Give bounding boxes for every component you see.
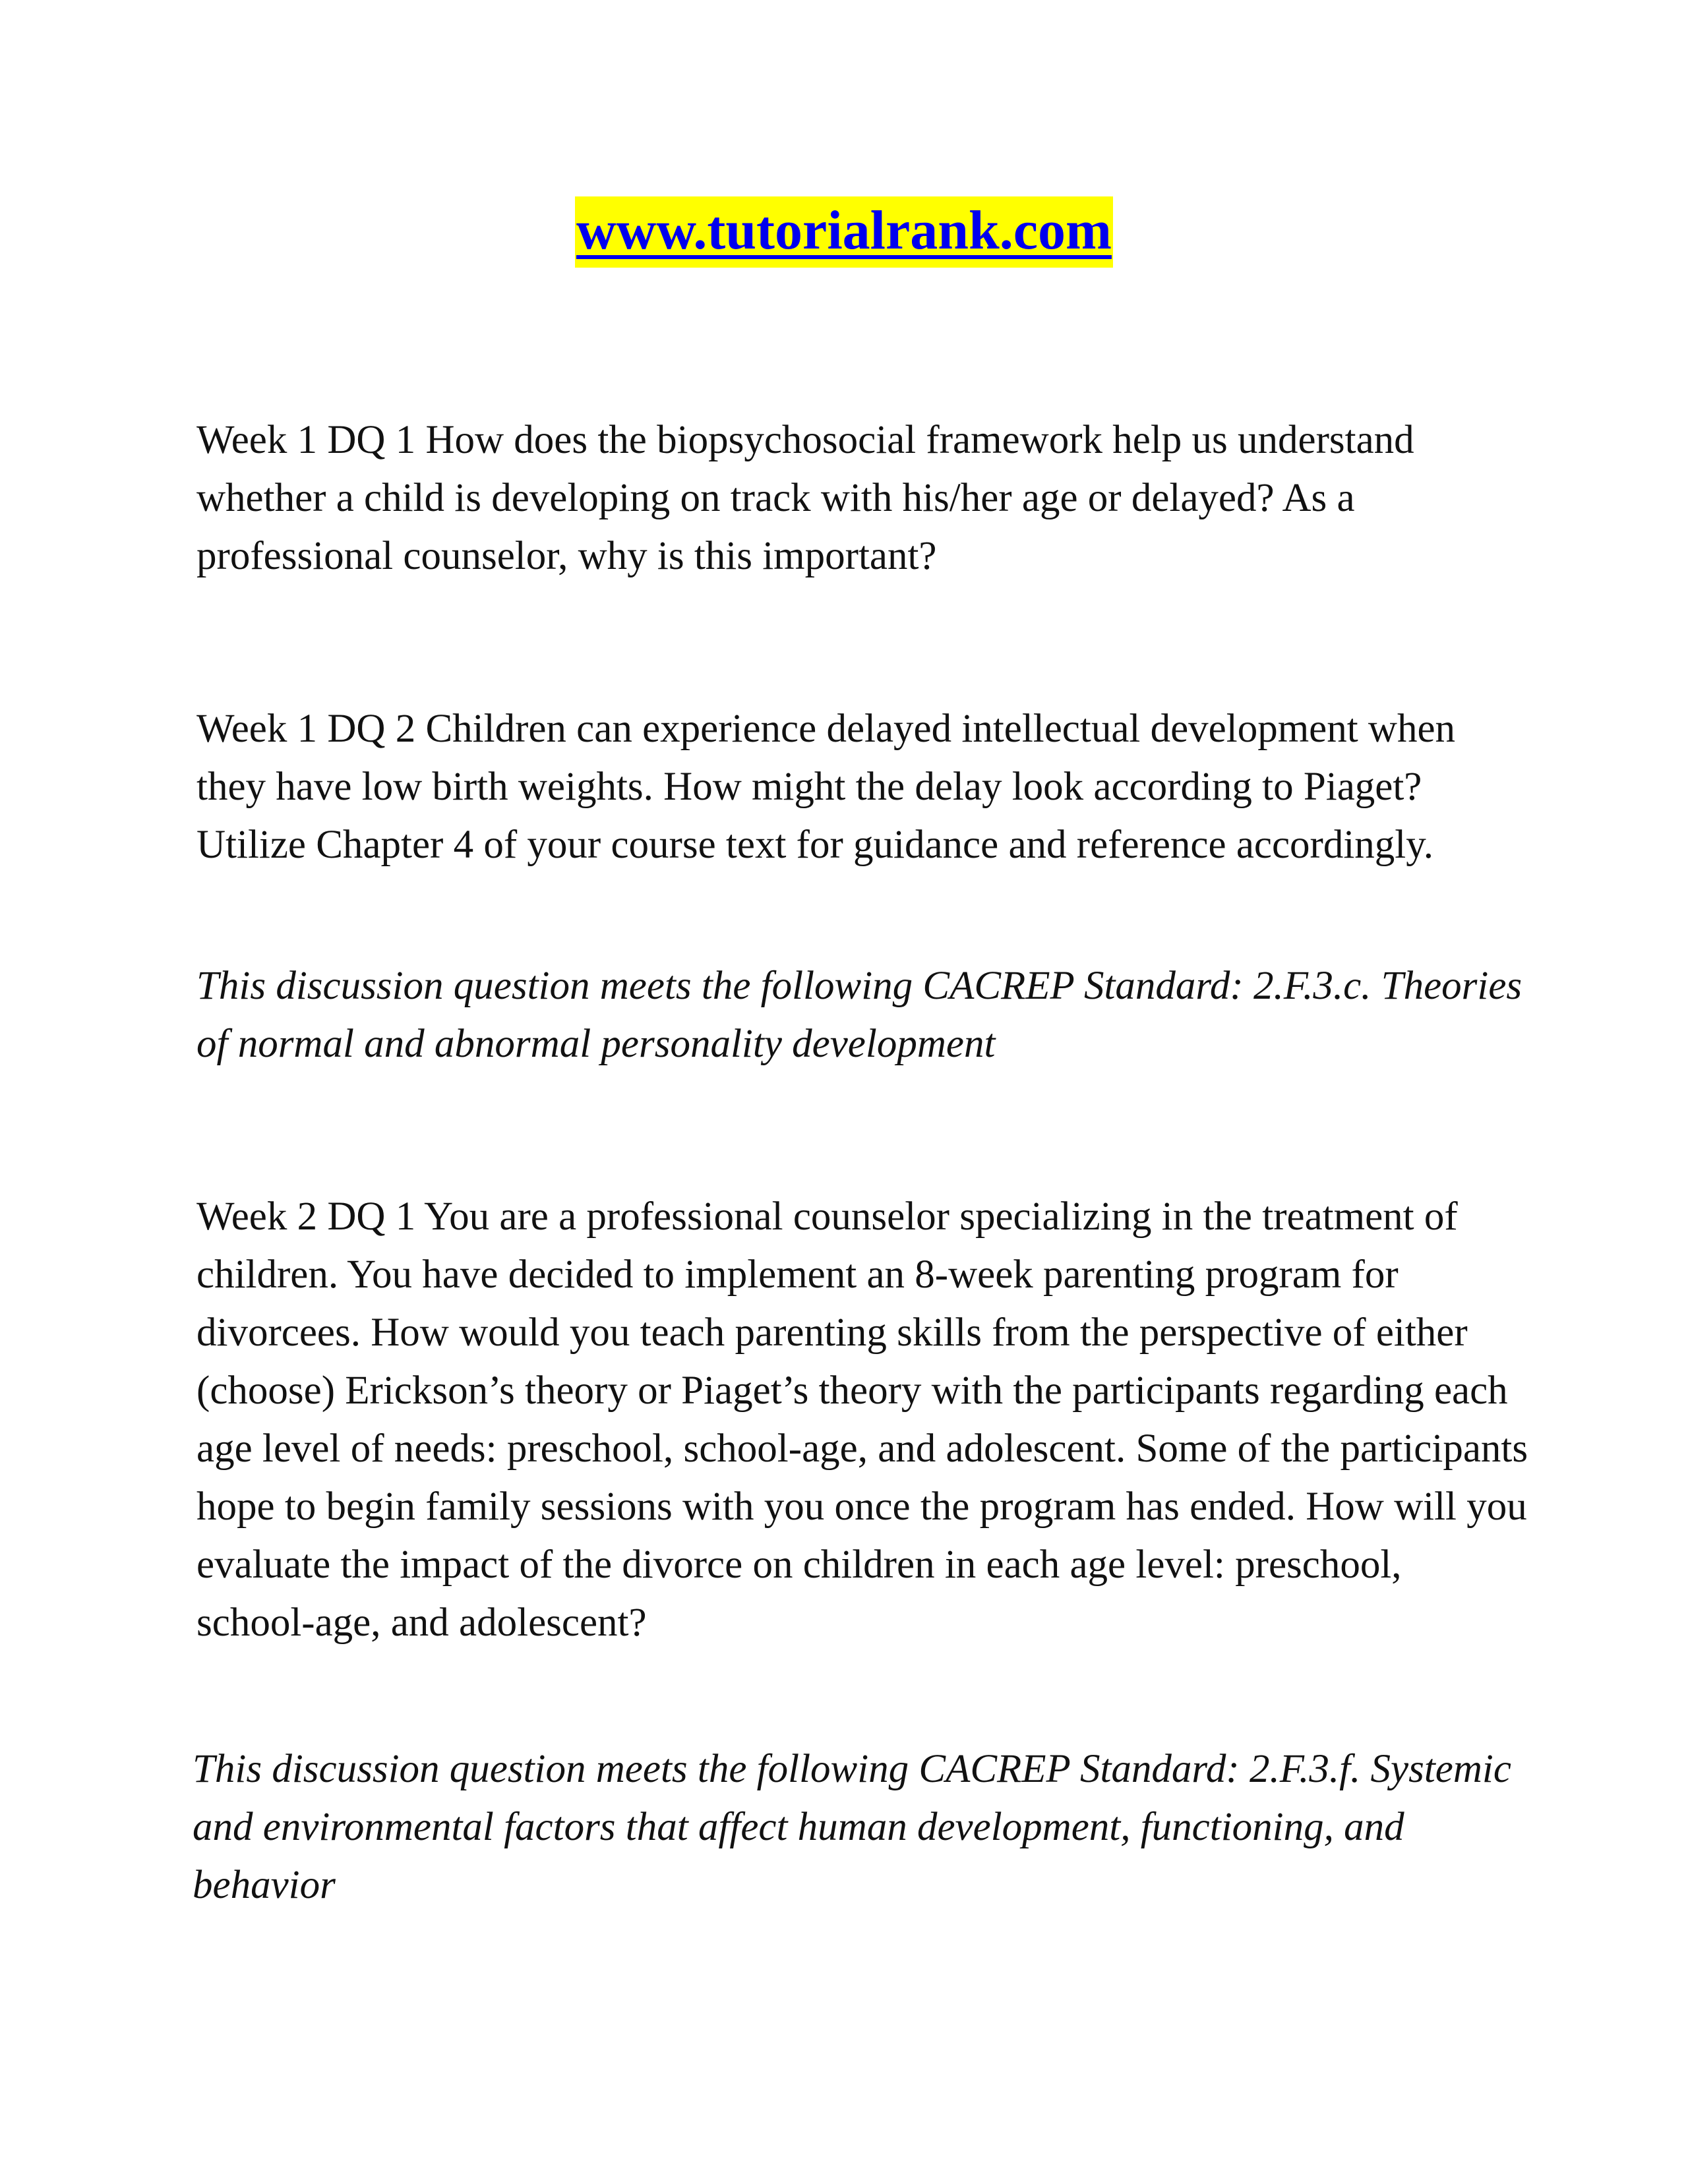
page-header [0,196,1688,268]
cacrep-standard-note-week1-dq2: This discussion question meets the following CACREP Standard: 2.F.3.c. Theories of normal and abnormal personality development [196,964,1522,1066]
cacrep-standard-note-week2-dq1: This discussion question meets the following CACREP Standard: 2.F.3.f. Systemic and environmental factors that affect human development, functioning, and behavior [193,1747,1511,1907]
discussion-question-week1-dq2: Week 1 DQ 2 Children can experience delayed intellectual development when they have low birth weights. How might the delay look according to Piaget? Utilize Chapter 4 of your course text for guidance and reference accordingly. [196,707,1456,867]
discussion-question-week2-dq1: Week 2 DQ 1 You are a professional counselor specializing in the treatment of children. You have decided to implement an 8-week parenting program for divorcees. How would you teach parenting skills from the perspective of either (choose) Erickson’s theory or Piaget’s theory with the participants regarding each age level of needs: preschool, school-age, and adolescent. Some of the participants hope to begin family sessions with you once the program has ended. How will you evaluate the impact of the divorce on children in each age level: preschool, school-age, and adolescent? [196,1195,1528,1645]
discussion-question-week1-dq1: Week 1 DQ 1 How does the biopsychosocial framework help us understand whether a child is developing on track with his/her age or delayed? As a professional counselor, why is this important? [196,418,1414,578]
website-link[interactable]: www.tutorialrank.com [575,196,1113,268]
